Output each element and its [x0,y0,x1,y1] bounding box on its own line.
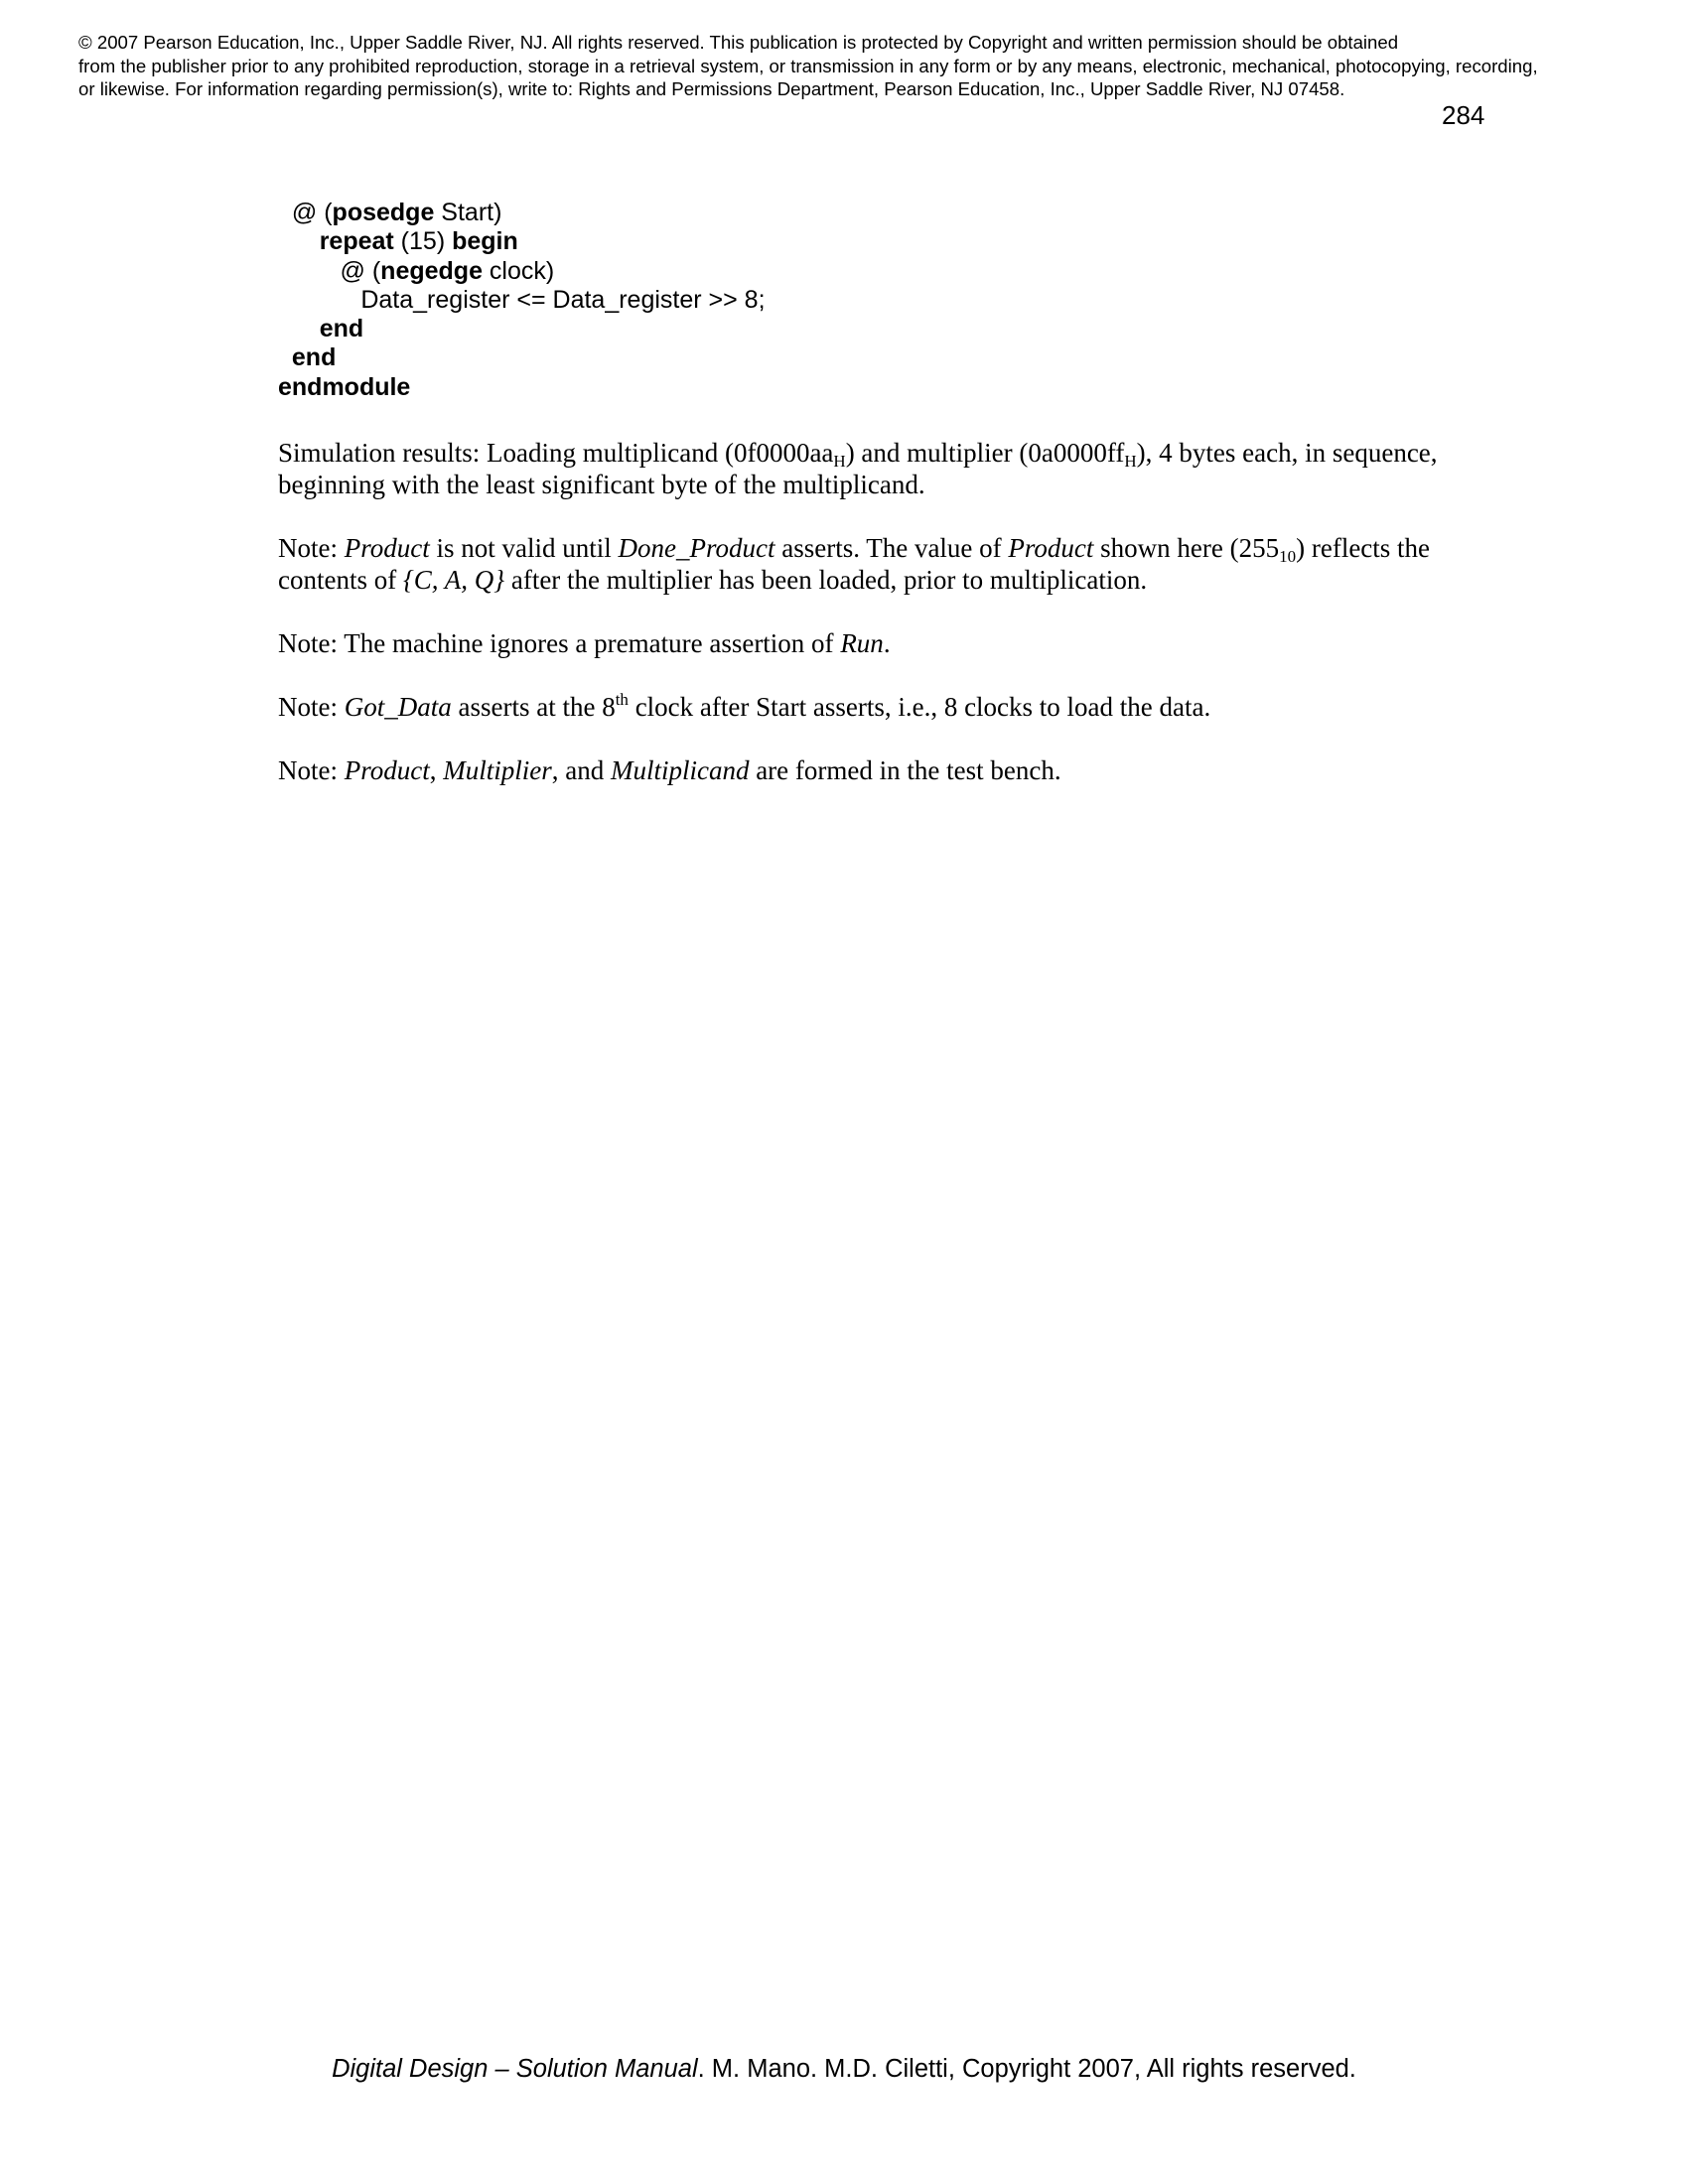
code-line [278,343,766,372]
code-text: @ ( [278,256,381,285]
notes-section [278,437,1509,818]
text: ) reflects the contents of [278,533,1431,595]
text: shown here (255 [1093,533,1280,563]
copyright-line: from the publisher prior to any prohibited reproduction, storage in a retrieval system, or transmission in any form or by any means, electronic, mechanical, photocopying, recording, [78,55,1538,76]
copyright-line: or likewise. For information regarding permission(s), write to: Rights and Permissions Department, Pearson Education, Inc., Upper Saddle River, NJ 07458. [78,78,1345,99]
italic-term: Got_Data [344,692,452,722]
code-text: @ ( [278,199,333,226]
italic-term: {C, A, Q} [402,565,505,595]
text: , and [551,755,611,785]
text: Note: [278,692,345,722]
verilog-code-block [278,199,766,402]
code-keyword: begin [452,227,518,256]
code-line [278,227,766,256]
code-line [278,199,766,227]
text: . [883,628,891,658]
text: asserts at the 8 [451,692,616,722]
note-test-bench [278,754,1509,786]
italic-term: Product [344,755,430,785]
code-keyword: end [319,315,364,343]
page-footer [0,2054,1688,2084]
italic-term: Done_Product [618,533,775,563]
subscript: H [833,452,846,471]
superscript: th [615,690,629,709]
code-keyword: repeat [319,227,394,256]
subscript: 10 [1279,547,1297,566]
note-product-valid [278,532,1509,596]
text: after the multiplier has been loaded, prior to multiplication. [504,565,1148,595]
italic-term: Product [1008,533,1094,563]
text: asserts. The value of [774,533,1009,563]
copyright-line: © 2007 Pearson Education, Inc., Upper Saddle River, NJ. All rights reserved. This publication is protected by Copyright and written permission should be obtained [78,32,1399,53]
page-number: 284 [1442,100,1485,130]
italic-term: Run [840,628,884,658]
code-text: (15) [393,227,453,256]
code-line [278,315,766,343]
copyright-notice [78,31,1627,101]
code-line [278,257,766,286]
simulation-results-paragraph [278,437,1509,500]
code-indent [278,343,292,371]
text: clock after Start asserts, i.e., 8 clocks to load the data. [628,692,1211,722]
code-indent [278,315,320,342]
text: ) and multiplier (0a0000ff [845,438,1125,468]
italic-term: Multiplicand [610,755,750,785]
text: Note: The machine ignores a premature assertion of [278,628,841,658]
subscript: H [1124,452,1137,471]
code-keyword: negedge [380,256,483,285]
code-text: clock) [482,256,555,285]
note-got-data [278,691,1509,723]
code-keyword: endmodule [278,372,411,401]
code-keyword: end [291,343,337,372]
text: are formed in the test bench. [749,755,1061,785]
italic-term: Multiplier [443,755,552,785]
code-text: Start) [434,199,502,226]
code-indent [278,227,320,255]
code-line: Data_register <= Data_register >> 8; [278,285,766,314]
text: Note: [278,755,345,785]
code-keyword: posedge [332,199,435,226]
italic-term: Product [344,533,430,563]
book-title: Digital Design – Solution Manual [332,2055,698,2083]
footer-credit: . M. Mano. M.D. Ciletti, Copyright 2007, All rights reserved. [697,2055,1356,2083]
text: ), 4 bytes each, in sequence, beginning with the least significant byte of the multiplicand. [278,438,1438,499]
code-line [278,373,766,402]
note-premature-run [278,627,1509,659]
text: Note: [278,533,345,563]
text: Simulation results: Loading multiplicand (0f0000aa [278,438,834,468]
text: is not valid until [429,533,619,563]
text: , [429,755,444,785]
